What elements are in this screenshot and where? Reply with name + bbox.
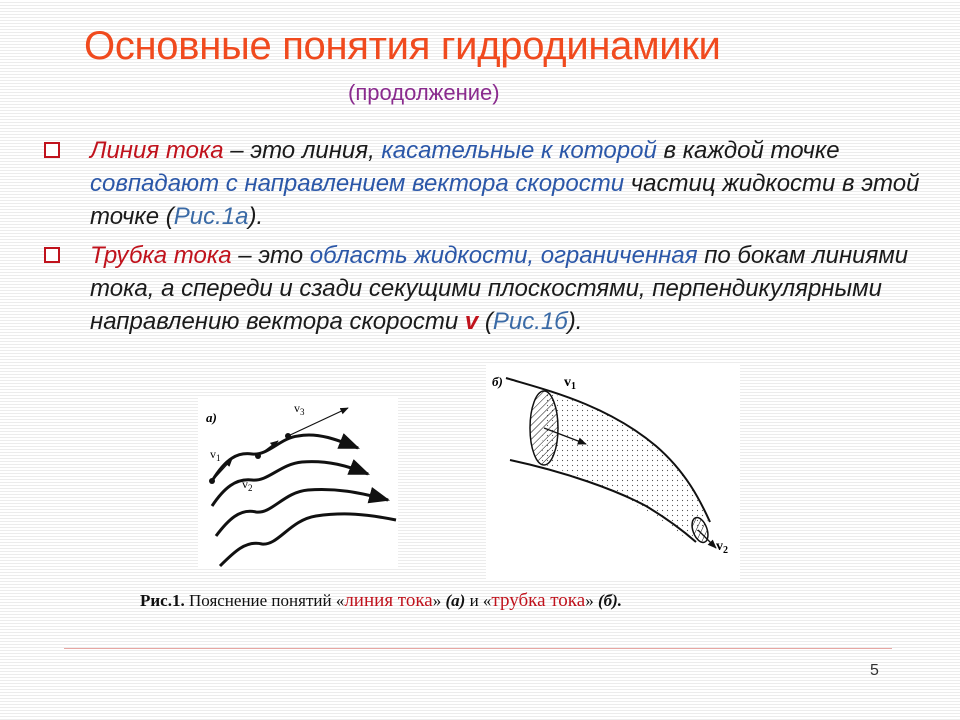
caption-panel-a: (а) — [445, 591, 466, 610]
label-v1: $v_1$ — [210, 447, 221, 463]
term-streamtube: Трубка тока — [90, 242, 232, 269]
text: ). — [248, 203, 264, 230]
caption-text: » — [432, 591, 446, 610]
slide-title: Основные понятия гидродинамики — [84, 24, 721, 68]
page-number: 5 — [870, 662, 879, 679]
highlight-text: касательные к которой — [381, 137, 657, 164]
label-v3: $v_3$ — [294, 401, 305, 417]
caption-text: » — [585, 591, 598, 610]
bullet-streamtube — [44, 239, 924, 338]
bullet-streamline — [44, 134, 924, 233]
velocity-points — [209, 433, 291, 484]
label-v1: $v_1$ — [564, 375, 576, 392]
caption-panel-b: (б). — [597, 591, 622, 610]
label-v2: $v_2$ — [242, 477, 253, 493]
caption-term: линия тока — [344, 590, 433, 611]
text: частиц жидкости в этой точке ( — [90, 170, 920, 230]
text: в каждой точке — [656, 137, 840, 164]
streamtube-diagram — [486, 364, 740, 580]
label-v2: $v_2$ — [716, 539, 728, 556]
figure-streamtube — [486, 364, 740, 580]
figure-ref: Рис.1а — [173, 203, 249, 230]
slide-subtitle: (продолжение) — [348, 80, 500, 105]
panel-label-a: а) — [206, 410, 217, 425]
bullet-list — [44, 134, 924, 344]
vector-symbol: v — [464, 308, 479, 335]
figure-caption — [140, 590, 900, 612]
streamlines — [212, 435, 396, 566]
footer-divider — [64, 648, 892, 649]
text: ). — [567, 308, 583, 335]
figure-streamlines — [198, 396, 398, 568]
streamlines-diagram — [198, 396, 398, 568]
text: по бокам линиями тока, а спереди и сзади секущими плоскостями, перпендикулярными направлению вектора скорости — [90, 242, 909, 335]
highlight-text: совпадают с направлением вектора скорости — [90, 170, 625, 197]
caption-text: Пояснение понятий « — [184, 591, 345, 610]
caption-text: и « — [465, 591, 492, 610]
caption-fig-label: Рис.1. — [140, 591, 185, 610]
caption-term: трубка тока — [491, 590, 586, 611]
text: – это — [231, 242, 310, 269]
square-bullet-icon — [44, 142, 60, 158]
text: ( — [478, 308, 493, 335]
text: – это линия, — [223, 137, 382, 164]
term-streamline: Линия тока — [90, 137, 224, 164]
tube-body — [542, 392, 708, 540]
square-bullet-icon — [44, 247, 60, 263]
panel-label-b: б) — [492, 374, 503, 389]
highlight-text: область жидкости, ограниченная — [309, 242, 698, 269]
figure-ref: Рис.1б — [492, 308, 568, 335]
